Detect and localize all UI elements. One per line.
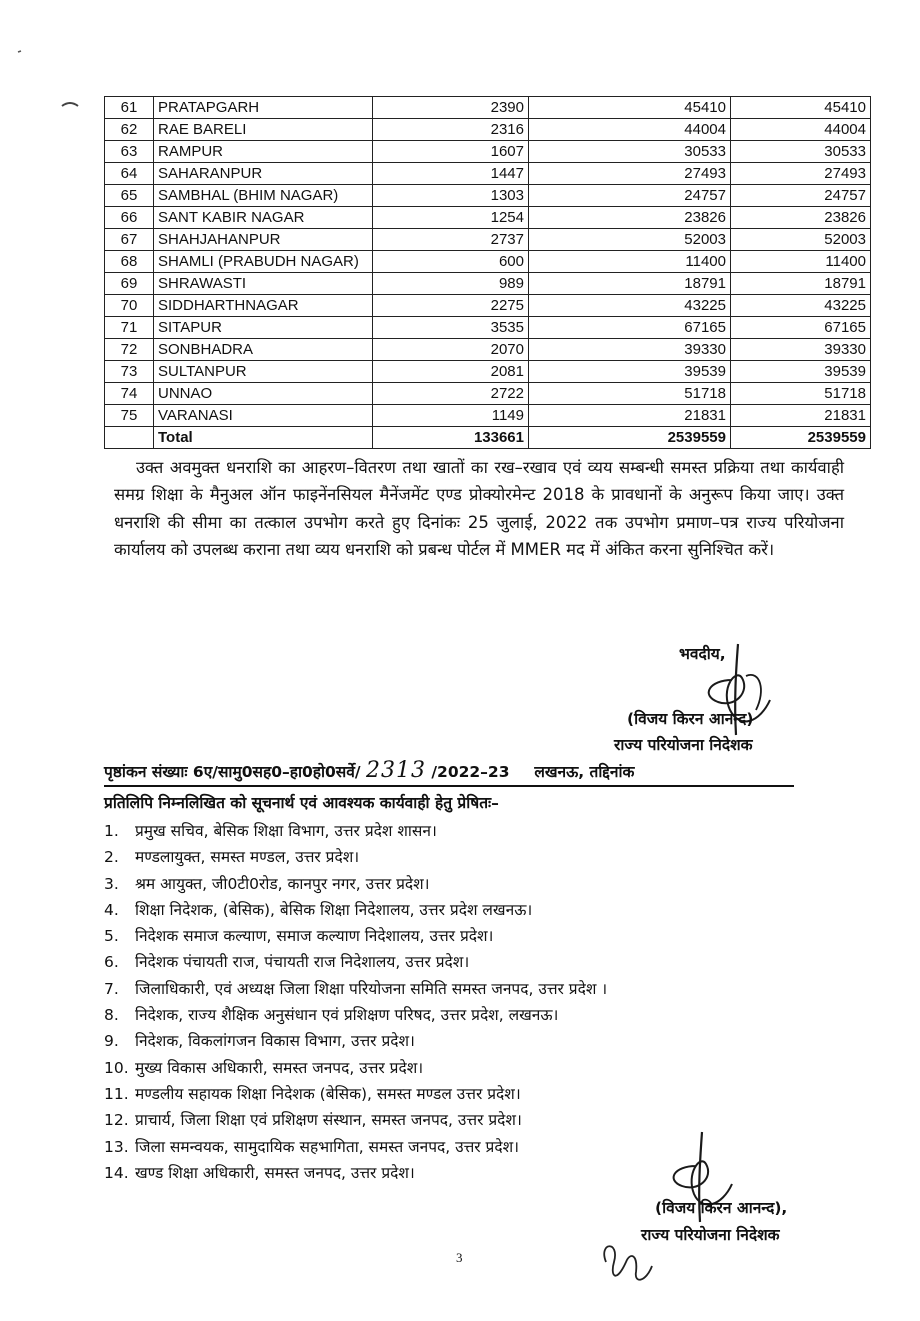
row-number: 71 xyxy=(105,317,154,339)
district-name: UNNAO xyxy=(154,383,373,405)
value-b: 24757 xyxy=(529,185,731,207)
table-row xyxy=(105,185,871,207)
total-b: 2539559 xyxy=(529,427,731,449)
row-number: 74 xyxy=(105,383,154,405)
row-number: 75 xyxy=(105,405,154,427)
value-c: 45410 xyxy=(731,97,871,119)
district-name: SHRAWASTI xyxy=(154,273,373,295)
value-c: 21831 xyxy=(731,405,871,427)
list-item xyxy=(104,1134,607,1160)
table-row xyxy=(105,141,871,163)
value-a: 2070 xyxy=(373,339,529,361)
value-b: 21831 xyxy=(529,405,731,427)
district-name: RAMPUR xyxy=(154,141,373,163)
value-b: 30533 xyxy=(529,141,731,163)
copy-recipient-list xyxy=(104,818,607,1186)
value-b: 67165 xyxy=(529,317,731,339)
district-name: SULTANPUR xyxy=(154,361,373,383)
total-label: Total xyxy=(154,427,373,449)
table-row xyxy=(105,339,871,361)
signatory-designation-1: राज्य परियोजना निदेशक xyxy=(614,736,753,754)
list-item-number: 8. xyxy=(104,1006,119,1025)
value-a: 2081 xyxy=(373,361,529,383)
row-number: 68 xyxy=(105,251,154,273)
district-name: PRATAPGARH xyxy=(154,97,373,119)
list-item xyxy=(104,1002,607,1028)
value-a: 1254 xyxy=(373,207,529,229)
district-name: SHAHJAHANPUR xyxy=(154,229,373,251)
page-number: 3 xyxy=(456,1250,463,1265)
list-item xyxy=(104,844,607,870)
scan-mark xyxy=(10,40,80,120)
list-item-text: जिला समन्वयक, सामुदायिक सहभागिता, समस्त जनपद, उत्तर प्रदेश। xyxy=(134,1137,520,1156)
list-item xyxy=(104,1160,607,1186)
total-a: 133661 xyxy=(373,427,529,449)
list-item-text: प्रमुख सचिव, बेसिक शिक्षा विभाग, उत्तर प्रदेश शासन। xyxy=(134,822,437,840)
district-name: SITAPUR xyxy=(154,317,373,339)
table-row xyxy=(105,163,871,185)
value-a: 2722 xyxy=(373,383,529,405)
list-item-number: 14. xyxy=(104,1163,129,1182)
value-a: 1447 xyxy=(373,163,529,185)
list-item xyxy=(104,1028,607,1054)
value-a: 2737 xyxy=(373,229,529,251)
list-item xyxy=(104,1107,607,1133)
list-item-text: निदेशक, राज्य शैक्षिक अनुसंधान एवं प्रशिक्षण परिषद, उत्तर प्रदेश, लखनऊ। xyxy=(134,1006,559,1025)
value-b: 44004 xyxy=(529,119,731,141)
district-name: SANT KABIR NAGAR xyxy=(154,207,373,229)
value-b: 43225 xyxy=(529,295,731,317)
list-item-number: 2. xyxy=(104,848,119,867)
district-name: RAE BARELI xyxy=(154,119,373,141)
total-c: 2539559 xyxy=(731,427,871,449)
value-c: 39539 xyxy=(731,361,871,383)
value-a: 1149 xyxy=(373,405,529,427)
district-name: SAMBHAL (BHIM NAGAR) xyxy=(154,185,373,207)
value-c: 44004 xyxy=(731,119,871,141)
handwritten-initials xyxy=(596,1232,666,1292)
row-number: 64 xyxy=(105,163,154,185)
table-row xyxy=(105,317,871,339)
total-row xyxy=(105,427,871,449)
list-item-text: खण्ड शिक्षा अधिकारी, समस्त जनपद, उत्तर प्रदेश। xyxy=(134,1163,415,1182)
district-allocation-table xyxy=(104,96,871,449)
table-row xyxy=(105,229,871,251)
value-b: 39539 xyxy=(529,361,731,383)
list-item-number: 5. xyxy=(104,927,119,946)
list-item-number: 12. xyxy=(104,1111,129,1130)
list-item xyxy=(104,923,607,949)
list-item-text: प्राचार्य, जिला शिक्षा एवं प्रशिक्षण संस्थान, समस्त जनपद, उत्तर प्रदेश। xyxy=(134,1111,522,1130)
table-row xyxy=(105,295,871,317)
list-item-text: शिक्षा निदेशक, (बेसिक), बेसिक शिक्षा निदेशालय, उत्तर प्रदेश लखनऊ। xyxy=(134,900,533,919)
value-a: 600 xyxy=(373,251,529,273)
value-c: 43225 xyxy=(731,295,871,317)
reference-year: /2022–23 xyxy=(431,763,510,781)
handwritten-dispatch-number: 2313 xyxy=(365,758,426,783)
value-b: 45410 xyxy=(529,97,731,119)
value-a: 1303 xyxy=(373,185,529,207)
list-item-text: जिलाधिकारी, एवं अध्यक्ष जिला शिक्षा परियोजना समिति समस्त जनपद, उत्तर प्रदेश । xyxy=(134,979,608,998)
reference-prefix: पृष्ठांकन संख्याः 6ए/सामु0सह0–हा0हो0सर्वे/ xyxy=(104,763,361,781)
value-b: 52003 xyxy=(529,229,731,251)
list-item-number: 7. xyxy=(104,979,119,998)
reference-place-date: लखनऊ, तद्दिनांक xyxy=(534,763,635,781)
value-a: 2275 xyxy=(373,295,529,317)
closing-text: भवदीय, xyxy=(679,645,726,663)
list-item-text: निदेशक समाज कल्याण, समाज कल्याण निदेशालय, उत्तर प्रदेश। xyxy=(134,927,494,946)
value-c: 11400 xyxy=(731,251,871,273)
signatory-name-2: (विजय किरन आनन्द), xyxy=(655,1199,788,1217)
value-c: 27493 xyxy=(731,163,871,185)
row-number: 70 xyxy=(105,295,154,317)
list-item-text: मुख्य विकास अधिकारी, समस्त जनपद, उत्तर प्रदेश। xyxy=(134,1058,424,1077)
list-item-number: 3. xyxy=(104,874,119,893)
district-name: SHAMLI (PRABUDH NAGAR) xyxy=(154,251,373,273)
list-item-text: मण्डलायुक्त, समस्त मण्डल, उत्तर प्रदेश। xyxy=(134,848,360,867)
row-number: 73 xyxy=(105,361,154,383)
value-c: 67165 xyxy=(731,317,871,339)
list-item xyxy=(104,897,607,923)
list-item-number: 6. xyxy=(104,953,119,972)
value-c: 30533 xyxy=(731,141,871,163)
list-item-text: निदेशक पंचायती राज, पंचायती राज निदेशालय, उत्तर प्रदेश। xyxy=(134,953,470,972)
list-item-number: 10. xyxy=(104,1058,129,1077)
table-row xyxy=(105,273,871,295)
row-number: 63 xyxy=(105,141,154,163)
value-b: 18791 xyxy=(529,273,731,295)
row-number: 66 xyxy=(105,207,154,229)
reference-line xyxy=(104,758,794,787)
value-b: 27493 xyxy=(529,163,731,185)
table-row xyxy=(105,361,871,383)
value-a: 2316 xyxy=(373,119,529,141)
value-a: 3535 xyxy=(373,317,529,339)
list-item xyxy=(104,976,607,1002)
copy-heading: प्रतिलिपि निम्नलिखित को सूचनार्थ एवं आवश्यक कार्यवाही हेतु प्रेषितः– xyxy=(104,794,499,812)
value-c: 51718 xyxy=(731,383,871,405)
table-row xyxy=(105,405,871,427)
table-row xyxy=(105,251,871,273)
total-blank xyxy=(105,427,154,449)
value-b: 51718 xyxy=(529,383,731,405)
list-item xyxy=(104,1055,607,1081)
value-a: 1607 xyxy=(373,141,529,163)
table-row xyxy=(105,119,871,141)
list-item-text: श्रम आयुक्त, जी0टी0रोड, कानपुर नगर, उत्तर प्रदेश। xyxy=(134,874,430,893)
table-row xyxy=(105,97,871,119)
district-name: SIDDHARTHNAGAR xyxy=(154,295,373,317)
value-b: 39330 xyxy=(529,339,731,361)
value-b: 11400 xyxy=(529,251,731,273)
instruction-paragraph: उक्त अवमुक्त धनराशि का आहरण–वितरण तथा खातों का रख–रखाव एवं व्यय सम्बन्धी समस्त प्रक्रिया तथा कार्यवाही समग्र शिक्षा के मैनुअल ऑन फाइनेंनसियल मैनेंजमेंट एण्ड प्रोक्योरमेन्ट 2018 के प्रावधानों के अनुरूप किया जाए। उक्त धनराशि की सीमा का तत्काल उपभोग करते हुए दिनांकः 25 जुलाई, 2022 तक उपभोग प्रमाण–पत्र राज्य परियोजना कार्यालय को उपलब्ध कराना तथा व्यय धनराशि को प्रबन्ध पोर्टल में MMER मद में अंकित करना सुनिश्चित करें। xyxy=(114,458,844,560)
district-name: SONBHADRA xyxy=(154,339,373,361)
district-name: SAHARANPUR xyxy=(154,163,373,185)
row-number: 67 xyxy=(105,229,154,251)
value-a: 989 xyxy=(373,273,529,295)
value-a: 2390 xyxy=(373,97,529,119)
value-c: 18791 xyxy=(731,273,871,295)
value-c: 23826 xyxy=(731,207,871,229)
table-row xyxy=(105,207,871,229)
list-item xyxy=(104,871,607,897)
list-item-number: 9. xyxy=(104,1032,119,1051)
value-c: 24757 xyxy=(731,185,871,207)
list-item-text: निदेशक, विकलांगजन विकास विभाग, उत्तर प्रदेश। xyxy=(134,1032,415,1051)
list-item xyxy=(104,818,607,844)
value-c: 52003 xyxy=(731,229,871,251)
value-b: 23826 xyxy=(529,207,731,229)
list-item-number: 13. xyxy=(104,1137,129,1156)
table-row xyxy=(105,383,871,405)
row-number: 65 xyxy=(105,185,154,207)
row-number: 61 xyxy=(105,97,154,119)
list-item xyxy=(104,1081,607,1107)
list-item-number: 4. xyxy=(104,900,119,919)
list-item-number: 1. xyxy=(104,822,119,840)
list-item xyxy=(104,949,607,975)
district-name: VARANASI xyxy=(154,405,373,427)
signatory-designation-2: राज्य परियोजना निदेशक xyxy=(641,1226,780,1244)
list-item-number: 11. xyxy=(104,1084,129,1103)
value-c: 39330 xyxy=(731,339,871,361)
row-number: 69 xyxy=(105,273,154,295)
signatory-name-1: (विजय किरन आनन्द) xyxy=(627,710,754,728)
row-number: 62 xyxy=(105,119,154,141)
row-number: 72 xyxy=(105,339,154,361)
list-item-text: मण्डलीय सहायक शिक्षा निदेशक (बेसिक), समस्त मण्डल उत्तर प्रदेश। xyxy=(134,1084,521,1103)
